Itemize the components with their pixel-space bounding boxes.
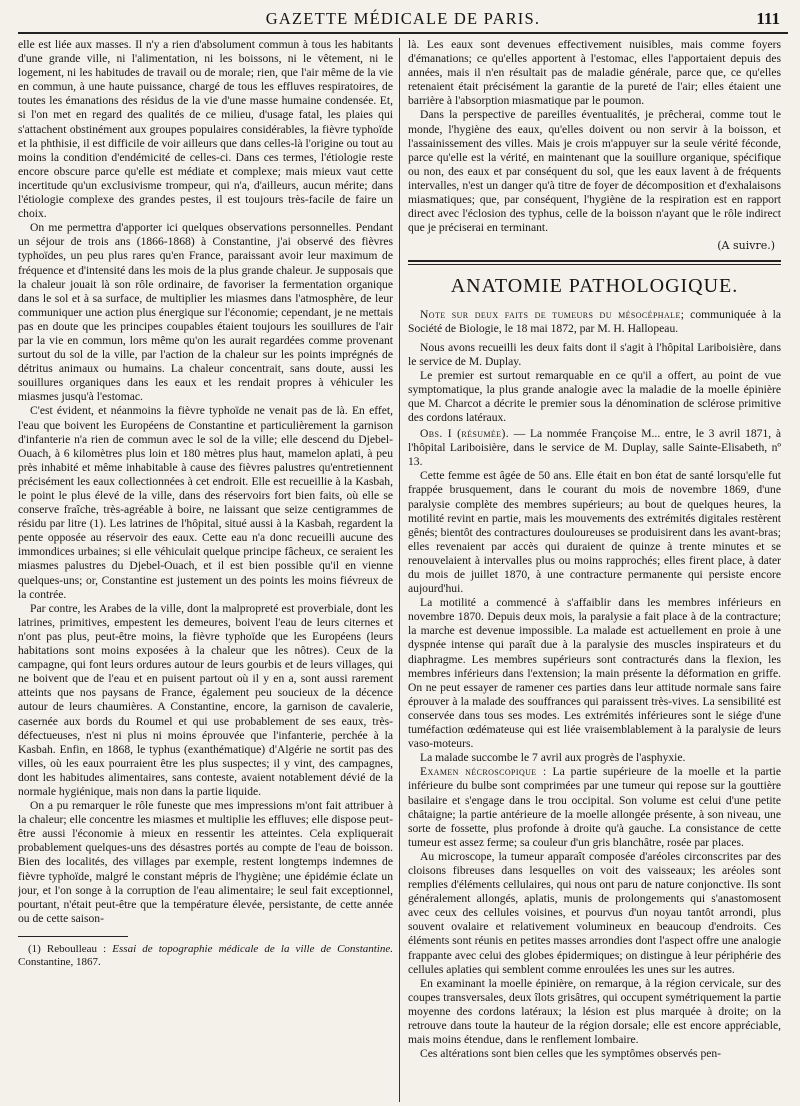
paragraph: là. Les eaux sont devenues effectivement nuisibles, mais comme foyers d'émanations; ce qu'elles apportent à l'estomac, elles l'apportaient depuis des années, mais il n'en résultait pas de maladie générale, parce que, ce qu'elles retenaient était précisément la garantie de la pureté de l'air; elles étaient une barrière à l'absorption miasmatique par le poumon. xyxy=(408,38,781,108)
article-heading: Note sur deux faits de tumeurs du mésocéphale; communiquée à la Société de Biologie, le 18 mai 1872, par M. H. Hallopeau. xyxy=(408,308,781,336)
footnote-rule xyxy=(18,936,128,937)
paragraph: Cette femme est âgée de 50 ans. Elle était en bon état de santé lorsqu'elle fut frappée brusquement, dans le courant du mois de novembre 1869, d'une paralysie complète des membres supérieurs; au bout de quelques heures, la motilité revint en partie, mais les mouvements des extrémités digitales restèrent gênés; bientôt des contractures douloureuses se produisirent dans les avant-bras; elles revenaient par accès qui duraient de quinze à trente minutes et se renouvelaient à intervalles plus ou moins rapprochés; elles firent place, à dater du mois de juillet 1870, à une contracture permanente qui persiste encore aujourd'hui. xyxy=(408,469,781,596)
right-column xyxy=(400,38,781,1102)
observation-heading: Obs. I (résumée). — La nommée Françoise M... entre, le 3 avril 1871, à l'hôpital Lariboisière, dans le service de M. Duplay, salle Sainte-Elisabeth, nº 13. xyxy=(408,427,781,469)
paragraph: Au microscope, la tumeur apparaît composée d'aréoles circonscrites par des cloisons fibreuses dans lesquelles on voit des vaisseaux; les aréoles sont remplies d'éléments cellulaires, qui nous ont paru de nature conjonctive. Ils sont généralement allongés, aplatis, munis de prolongements qui s'anastomosent avec ceux des cellules voisines, et pourvus d'un noyau tantôt arrondi, plus souvent ovalaire et relativement volumineux en beaucoup d'endroits. Ces éléments sont réunis en petites masses arrondies dont l'aspect offre une analogie frappante avec celui des globes épidermiques; on distingue à leur périphérie des cellules aplaties qui semblent comme enroulées les unes sur les autres. xyxy=(408,849,781,976)
paragraph: La motilité a commencé à s'affaiblir dans les membres inférieurs en novembre 1870. Depuis deux mois, la paralysie a fait place à de la contracture; la marche est devenue impossible. La malade est actuellement en proie à une dyspnée intense qui paraît due à la paralysie des muscles inspirateurs et du diaphragme. Les membres supérieurs sont contracturés dans la flexion, les membres inférieurs dans l'extension; la main présente la déformation en griffe. On ne peut essayer de ramener ces parties dans leur attitude normale sans faire éprouver à la malade des souffrances qui paraissent très-vives. La sensibilité est conservée dans tous ses modes. Les extrémités inférieures sont le siége d'une tuméfaction œdémateuse qui est liée vraisemblablement à la paralysie de leurs vaso-moteurs. xyxy=(408,596,781,751)
observation-label: Obs. I (résumée). xyxy=(420,427,510,441)
exam-label: Examen nécroscopique : xyxy=(420,765,547,779)
paragraph: Nous avons recueilli les deux faits dont il s'agit à l'hôpital Lariboisière, dans le service de M. Duplay. xyxy=(408,340,781,368)
footnote-title: Essai de topographie médicale de la ville de Constantine. xyxy=(112,942,393,955)
exam-paragraph: Examen nécroscopique : La partie supérieure de la moelle et la partie inférieure du bulbe sont comprimées par une tumeur qui repose sur la gouttière basilaire et s'engage dans le trou occipital. Son volume est celui d'une petite châtaigne; la partie antérieure de la moelle allongée présente, à son niveau, une sorte de fossette, plus profonde à droite qu'à gauche. La consistance de cette tumeur est assez ferme; sa couleur d'un gris blanchâtre, rosée par places. xyxy=(408,765,781,849)
journal-title: GAZETTE MÉDICALE DE PARIS. xyxy=(265,9,541,28)
paragraph: Dans la perspective de pareilles éventualités, je prêcherai, comme tout le monde, l'hygiène des eaux, qu'elles doivent ou non servir à la boisson, et l'assainissement des villes. Mais je crois m'appuyer sur la seule vérité féconde, parce qu'elle est la vérité, en maintenant que la souillure organique, spécifique ou non, des eaux et par conséquent du sol, que les eaux lavent à de fréquents intervalles, n'est un danger qu'à titre de foyer de décomposition et d'exhalaisons miasmatiques; que, par conséquent, l'hygiène de la respiration est en rapport direct avec l'éclosion des typhus, celle de la boisson n'ayant que le rôle indirect que je préciserai en terminant. xyxy=(408,108,781,235)
page-header xyxy=(18,8,788,34)
note-title: Note sur deux faits de tumeurs du mésocéphale; xyxy=(420,308,685,322)
left-column xyxy=(18,38,399,1102)
footnote: (1) Reboulleau : Essai de topographie médicale de la ville de Constantine. Constantine, 1867. xyxy=(18,942,393,968)
section-divider xyxy=(408,260,781,265)
paragraph: Ces altérations sont bien celles que les symptômes observés pen- xyxy=(420,1047,722,1061)
paragraph: On me permettra d'apporter ici quelques observations personnelles. Pendant un séjour de trois ans (1866-1868) à Constantine, j'ai observé des fièvres typhoïdes, un peu plus rares qu'en France, paraissant avoir leur maximum de fréquence et d'intensité dans les mois de la plus grande chaleur. Je supposais que la chaleur jouait là son rôle ordinaire, de favoriser la fermentation organique dans le sol et à sa surface, de multiplier les miasmes dans l'atmosphère, de leur communiquer une action plus énergique sur l'économie; cependant, je ne mettais pas en doute que les principes coupables étaient toujours les souillures de l'air par la vie en commun, lors même qu'on les aurait regardées comme provenant surtout du sol de la ville, par l'action de la chaleur sur les points imprégnés de détritus animaux ou humains. La chaleur concentrait, sans doute, aussi les souillures organiques dans les eaux et les rendait propres à véhiculer les miasmes jusqu'à l'estomac. xyxy=(18,221,393,404)
page-number: 111 xyxy=(756,9,780,28)
paragraph: Par contre, les Arabes de la ville, dont la malpropreté est proverbiale, dont les latrines, primitives, empestent les demeures, boivent l'eau de leurs citernes et n'ont pas plus, peut-être moins, la fièvre typhoïde que les Européens (leurs habitations sont moins exposées à la chaleur que les nôtres). Ceux de la campagne, qui font leurs ordures autour de leurs gourbis et de leurs villages, qui ne boivent que de l'eau et en puisent partout où il y en a, sont aussi rarement atteints que nos paysans de France, également peu soucieux de la décence autour de leurs chaumières. A Constantine, encore, la garnison de cavalerie, casernée aux bords du Roumel et qui use probablement de ses eaux, très-défectueuses, n'est ni plus ni moins éprouvée que l'infanterie, perchée à la Kasbah. Enfin, en 1868, le typhus (exanthématique) d'Algérie ne sortit pas des villes, où les eaux pourraient être les plus suspectes; il y vint, des campagnes, dont les habitudes alimentaires, sans conteste, avaient notablement dévié de la normale hygiénique, mais non dans la partie liquide. xyxy=(18,601,393,798)
paragraph: En examinant la moelle épinière, on remarque, à la région cervicale, sur des coupes transversales, deux îlots grisâtres, qui occupent symétriquement la partie moyenne des cordons latéraux; la lésion est plus marquée à droite; on la retrouve dans toute la hauteur de la région dorsale; elle est encore appréciable, mais moins étendue, dans le renflement lombaire. xyxy=(408,976,781,1047)
section-title: ANATOMIE PATHOLOGIQUE. xyxy=(450,275,739,298)
paragraph: elle est liée aux masses. Il n'y a rien d'absolument commun à tous les habitants d'une grande ville, ni l'alimentation, ni les boissons, ni le vêtement, ni le logement, ni les habitudes de travail ou de morale; rien, que l'air même de la vie en commun, à une haute puissance, chargé de tous les effluves respiratoires, de toutes les émanations des résidus de la vie d'une masse humaine condensée. Et, si l'on met en regard des qualités de ce milieu, d'usage fatal, les plaies qui s'attachent obstinément aux groupes populaires considérables, la fièvre typhoïde et la phthisie, il est difficile de voir ailleurs que dans celles-là l'origine ou tout au moins la condition d'endémicité de celles-ci. Dans ces termes, l'étiologie reste encore obscure parce qu'elle est médiate et complexe; mais mieux vaut cette incertitude qu'un exclusivisme trompeur, qui n'a, d'ailleurs, aucun mérite; dans l'étiologie complexe des grandes pestes, il est toujours très-facile de faire un choix. xyxy=(18,38,393,221)
to-be-continued: (A suivre.) xyxy=(717,239,775,253)
paragraph: C'est évident, et néanmoins la fièvre typhoïde ne venait pas de là. En effet, l'eau que boivent les Européens de Constantine et particulièrement la garnison d'infanterie n'a rien de commun avec le sol de la ville; elle descend du Djebel-Ouach, à 6 kilomètres plus loin et 180 mètres plus haut, mamelon aplati, à peu près inhabité et même inhabitable à cause des fièvres palustres qu'entretiennent précisément les eaux collectionnées à cet endroit. Elle est recueillie à la Kasbah, le point le plus élevé de la ville, dans des réservoirs fort bien faits, où elle se conserve fraîche, très-agréable à boire, ne laissant que seize centigrammes de résidu par litre (1). Les latrines de l'hôpital, situé aussi à la Kasbah, regardent la pente opposée au réservoir des eaux. Cette eau n'a donc recueilli aucune des immondices urbaines; si elle véhiculait quelque principe fâcheux, ce seraient les miasmes palustres du Djebel-Ouach, et il est bien possible qu'il en vienne quelques-uns; or, Constantine est justement un des points les moins fiévreux de la contrée. xyxy=(18,404,393,601)
paragraph: On a pu remarquer le rôle funeste que mes impressions m'ont fait attribuer à la chaleur; elle concentre les miasmes et multiplie les effluves; elle dispose peut-être aussi l'économie à mieux en ressentir les atteintes. Cela expliquerait probablement quelques-uns des désastres portés au compte de l'eau de boisson. Bien des localités, des villages par exemple, restent longtemps indemnes de fièvre typhoïde, malgré le constant mépris de l'hygiène; une épidémie éclate un jour, et l'on songe à la corruption de l'eau alimentaire; le seul fait exceptionnel, pourtant, n'était peut-être que la température élevée, persistante, de cette année ou de cette saison- xyxy=(18,799,393,925)
paragraph: Le premier est surtout remarquable en ce qu'il a offert, au point de vue symptomatique, la plus grande analogie avec la maladie de la moelle épinière que M. Charcot a décrite le premier sous la dénomination de sclérose primitive des cordons latéraux. xyxy=(408,368,781,424)
paragraph: La malade succombe le 7 avril aux progrès de l'asphyxie. xyxy=(420,751,686,765)
two-column-body xyxy=(18,38,788,1102)
newspaper-page xyxy=(18,8,788,1102)
